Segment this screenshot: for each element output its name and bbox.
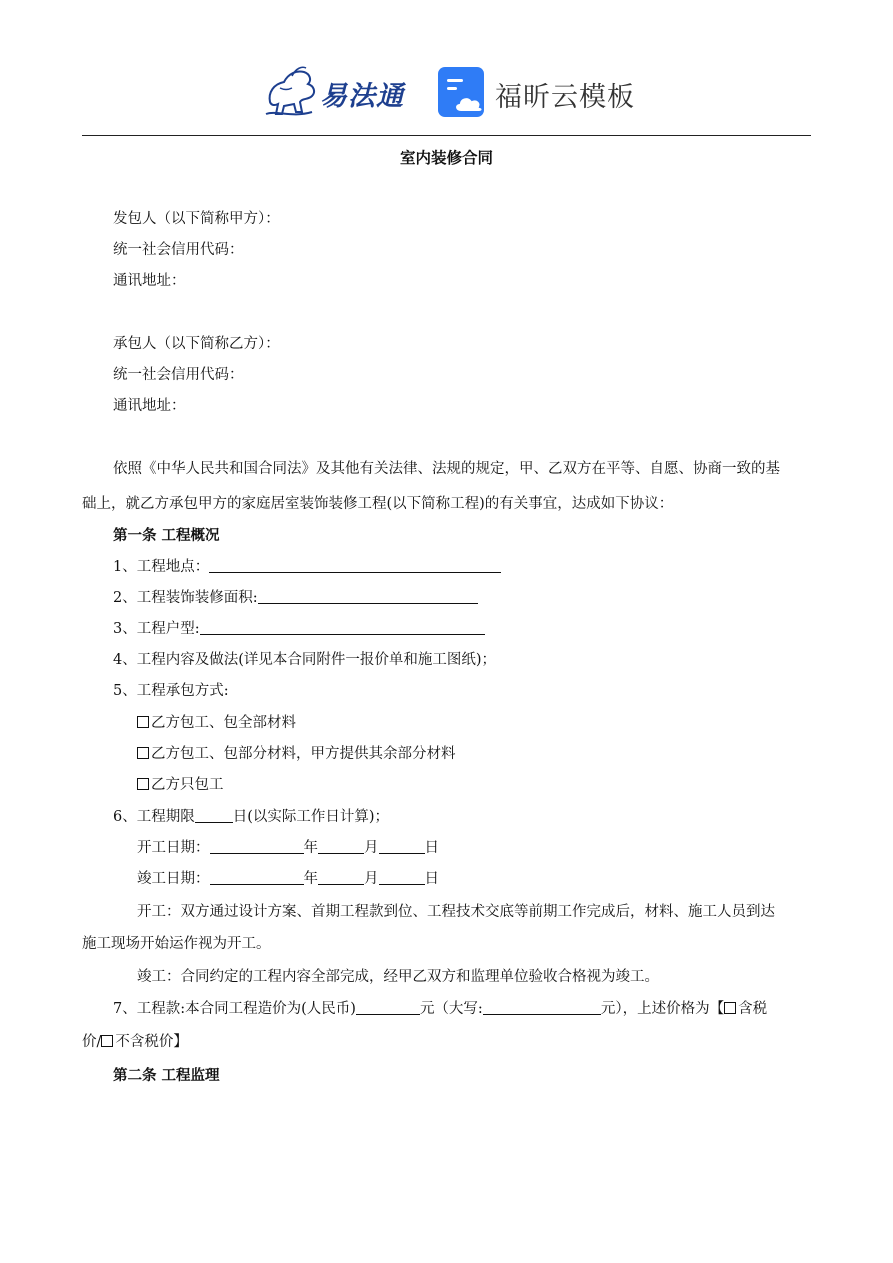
item-5-mode: 5、工程承包方式:	[113, 683, 229, 699]
start-definition-line-1: 开工：双方通过设计方案、首期工程款到位、工程技术交底等前期工作完成后，材料、施工人员到达	[137, 904, 775, 920]
tax-included-label: 含税	[738, 1001, 768, 1017]
end-year-unit: 年	[303, 871, 318, 887]
end-day-blank	[379, 869, 425, 885]
end-day-unit: 日	[424, 871, 439, 887]
layout-blank	[200, 619, 485, 635]
checkbox-icon	[137, 778, 149, 790]
start-year-unit: 年	[303, 840, 318, 856]
item-3-label: 3、工程户型:	[113, 621, 200, 637]
item-7-suffix: 元），上述价格为【	[600, 1001, 725, 1017]
item-2-label: 2、工程装饰装修面积:	[113, 590, 258, 606]
yifatong-logo	[262, 62, 412, 120]
article-1-heading: 第一条 工程概况	[113, 528, 220, 544]
price-figure-blank	[356, 999, 420, 1015]
start-day-blank	[379, 838, 425, 854]
cloud-document-icon	[437, 66, 489, 118]
yifatong-brand-text: 易法通	[320, 81, 404, 112]
checkbox-icon	[101, 1035, 113, 1047]
mode-option-2	[137, 744, 456, 764]
party-b-address-label: 通讯地址：	[113, 398, 186, 414]
item-6-suffix: 日(以实际工作日计算)；	[232, 809, 390, 825]
start-year-blank	[210, 838, 304, 854]
party-a-code-label: 统一社会信用代码：	[113, 242, 244, 258]
item-1-location	[113, 557, 501, 577]
end-year-blank	[210, 869, 304, 885]
item-6-prefix: 6、工程期限	[113, 809, 195, 825]
checkbox-icon	[137, 747, 149, 759]
item-3-layout	[113, 619, 485, 639]
end-month-blank	[318, 869, 364, 885]
price-words-blank	[483, 999, 601, 1015]
tax-excluded-label: 不含税价】	[115, 1034, 188, 1050]
start-definition-line-2: 施工现场开始运作视为开工。	[82, 936, 271, 952]
end-definition: 竣工：合同约定的工程内容全部完成，经甲乙双方和监理单位验收合格视为竣工。	[137, 969, 659, 985]
mode-option-3	[137, 775, 224, 795]
start-day-unit: 日	[424, 840, 439, 856]
preamble-line-1: 依照《中华人民共和国合同法》及其他有关法律、法规的规定，甲、乙双方在平等、自愿、协商一致的基	[113, 461, 780, 477]
party-b-name-label: 承包人（以下简称乙方）：	[113, 336, 280, 352]
qilin-icon	[262, 62, 322, 120]
item-6-period	[113, 807, 389, 827]
item-7-price-line-1	[113, 999, 767, 1019]
party-a-address-label: 通讯地址：	[113, 273, 186, 289]
header-divider	[82, 135, 811, 136]
item-2-area	[113, 588, 478, 608]
item-7-price-line-2	[82, 1032, 188, 1052]
party-a-name-label: 发包人（以下简称甲方）：	[113, 211, 280, 227]
checkbox-icon	[137, 716, 149, 728]
item-7-line2-a: 价/	[82, 1034, 102, 1050]
fuxin-brand-text: 福昕云模板	[495, 82, 635, 113]
period-days-blank	[195, 807, 233, 823]
item-4-content: 4、工程内容及做法(详见本合同附件一报价单和施工图纸)；	[113, 652, 497, 668]
start-month-blank	[318, 838, 364, 854]
mode-option-1-label: 乙方包工、包全部材料	[151, 715, 296, 731]
item-1-label: 1、工程地点：	[113, 559, 210, 575]
preamble-line-2: 础上，就乙方承包甲方的家庭居室装饰装修工程(以下简称工程)的有关事宜，达成如下协议：	[82, 496, 674, 512]
item-7-prefix: 7、工程款:本合同工程造价为(人民币)	[113, 1001, 356, 1017]
mode-option-2-label: 乙方包工、包部分材料，甲方提供其余部分材料	[151, 746, 456, 762]
article-2-heading: 第二条 工程监理	[113, 1068, 220, 1084]
party-b-code-label: 统一社会信用代码：	[113, 367, 244, 383]
end-date-label: 竣工日期：	[137, 871, 210, 887]
area-blank	[258, 588, 478, 604]
start-date-label: 开工日期：	[137, 840, 210, 856]
header-logos	[0, 60, 893, 122]
item-7-mid: 元（大写:	[419, 1001, 483, 1017]
location-blank	[209, 557, 501, 573]
start-date-row	[137, 838, 439, 858]
document-title: 室内装修合同	[399, 149, 493, 167]
start-month-unit: 月	[364, 840, 379, 856]
end-date-row	[137, 869, 439, 889]
end-month-unit: 月	[364, 871, 379, 887]
checkbox-icon	[724, 1002, 736, 1014]
mode-option-3-label: 乙方只包工	[151, 777, 224, 793]
mode-option-1	[137, 713, 296, 733]
